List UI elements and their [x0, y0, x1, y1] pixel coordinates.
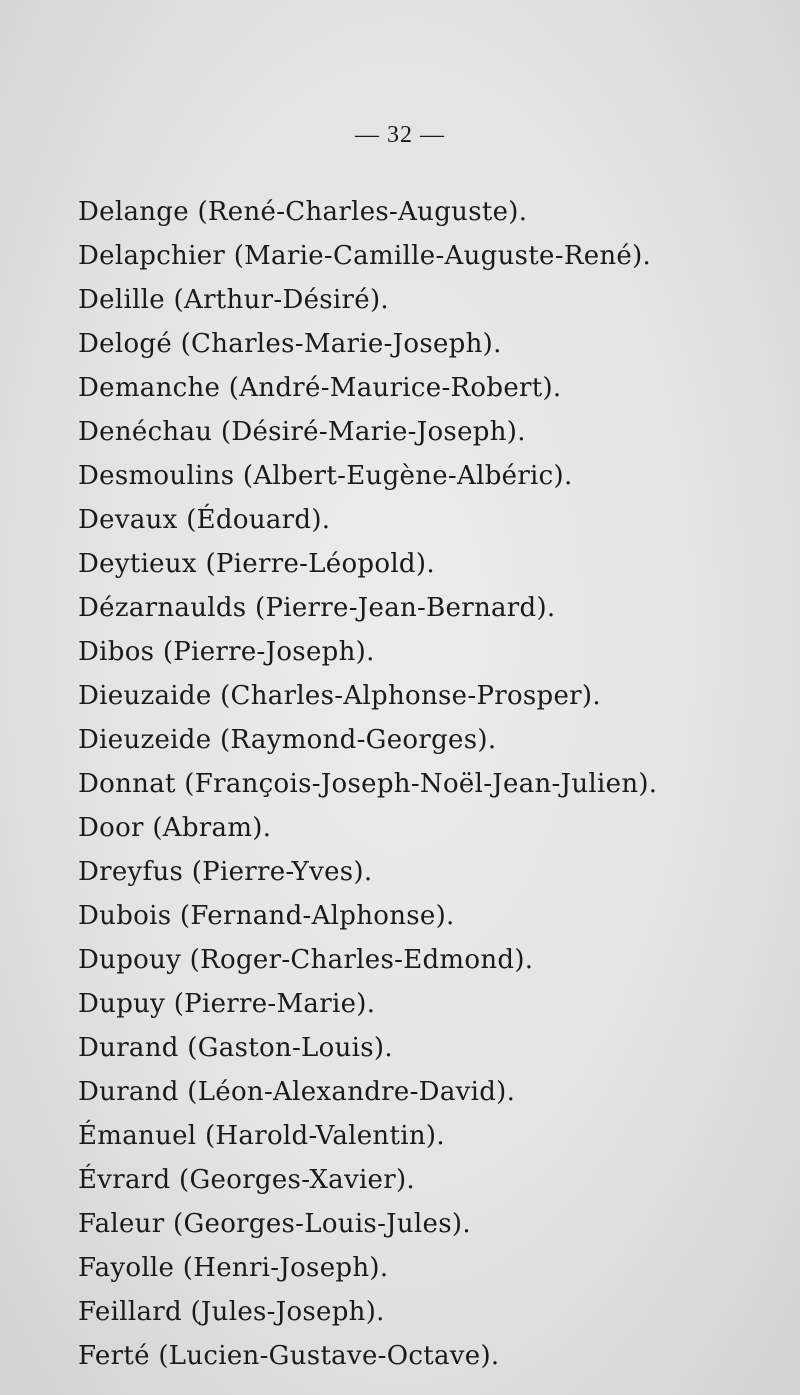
list-item: Dieuzaide (Charles-Alphonse-Prosper). [78, 681, 601, 711]
list-item: Dubois (Fernand-Alphonse). [78, 901, 455, 931]
name-list [78, 190, 657, 1378]
list-item: Feillard (Jules-Joseph). [78, 1297, 385, 1327]
list-item: Dieuzeide (Raymond-Georges). [78, 725, 497, 755]
list-item: Évrard (Georges-Xavier). [78, 1165, 415, 1195]
list-item: Fayolle (Henri-Joseph). [78, 1253, 389, 1283]
list-item: Delogé (Charles-Marie-Joseph). [78, 329, 502, 359]
list-item: Faleur (Georges-Louis-Jules). [78, 1209, 471, 1239]
list-item: Delille (Arthur-Désiré). [78, 285, 389, 315]
list-item: Durand (Gaston-Louis). [78, 1033, 393, 1063]
list-item: Dupouy (Roger-Charles-Edmond). [78, 945, 534, 975]
list-item: Dupuy (Pierre-Marie). [78, 989, 376, 1019]
list-item: Door (Abram). [78, 813, 272, 843]
list-item: Denéchau (Désiré-Marie-Joseph). [78, 417, 526, 447]
list-item: Demanche (André-Maurice-Robert). [78, 373, 562, 403]
list-item: Dreyfus (Pierre-Yves). [78, 857, 373, 887]
list-item: Delange (René-Charles-Auguste). [78, 197, 528, 227]
list-item: Dézarnaulds (Pierre-Jean-Bernard). [78, 593, 556, 623]
list-item: Dibos (Pierre-Joseph). [78, 637, 375, 667]
list-item: Durand (Léon-Alexandre-David). [78, 1077, 516, 1107]
list-item: Donnat (François-Joseph-Noël-Jean-Julien). [78, 769, 658, 799]
list-item: Émanuel (Harold-Valentin). [78, 1121, 445, 1151]
list-item: Ferté (Lucien-Gustave-Octave). [78, 1341, 500, 1371]
page-number: — 32 — [355, 122, 445, 148]
list-item: Desmoulins (Albert-Eugène-Albéric). [78, 461, 573, 491]
list-item: Devaux (Édouard). [78, 505, 331, 535]
list-item: Deytieux (Pierre-Léopold). [78, 549, 435, 579]
list-item: Delapchier (Marie-Camille-Auguste-René). [78, 241, 652, 271]
